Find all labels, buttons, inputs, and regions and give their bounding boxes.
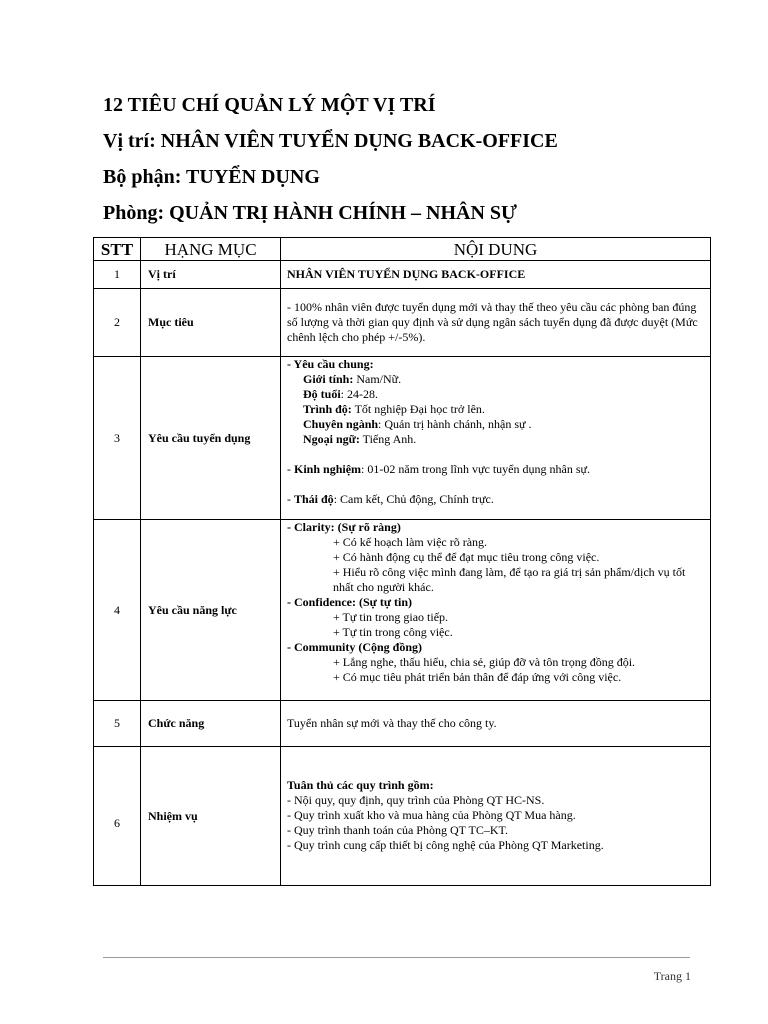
criteria-table — [93, 237, 711, 886]
division-heading: Phòng: QUẢN TRỊ HÀNH CHÍNH – NHÂN SỰ — [103, 202, 517, 224]
row-item: Yêu cầu năng lực — [141, 520, 281, 701]
gender-label: Giới tính: — [303, 372, 354, 386]
education-value: Tốt nghiệp Đại học trở lên. — [351, 402, 485, 416]
attitude-label: Thái độ — [294, 492, 334, 506]
attitude-line: - Thái độ: Cam kết, Chủ động, Chính trực. — [287, 492, 494, 506]
age-label: Độ tuổi — [303, 387, 341, 401]
major-label: Chuyên ngành — [303, 417, 379, 431]
position-heading: Vị trí: NHÂN VIÊN TUYỂN DỤNG BACK-OFFICE — [103, 130, 558, 152]
table-row — [94, 747, 711, 886]
general-requirements-label: - Yêu cầu chung: — [287, 357, 374, 371]
education-label: Trình độ: — [303, 402, 352, 416]
header-item: HẠNG MỤC — [141, 238, 281, 261]
table-row — [94, 289, 711, 357]
row-item: Yêu cầu tuyển dụng — [141, 357, 281, 520]
row-content — [281, 747, 711, 886]
attitude-value: : Cam kết, Chủ động, Chính trực. — [333, 492, 494, 506]
gender-value: Nam/Nữ. — [353, 372, 402, 386]
row-number: 5 — [94, 701, 141, 747]
list-item: - Nội quy, quy định, quy trình của Phòng QT HC-NS. — [287, 793, 545, 807]
education-line — [287, 402, 704, 417]
table-row — [94, 261, 711, 289]
department-heading: Bộ phận: TUYỂN DỤNG — [103, 166, 320, 188]
confidence-label: - Confidence: (Sự tự tin) — [287, 595, 413, 609]
community-label: - Community (Cộng đồng) — [287, 640, 423, 654]
row-item: Nhiệm vụ — [141, 747, 281, 886]
row-content — [281, 520, 711, 701]
gender-line — [287, 372, 704, 387]
language-line — [287, 432, 704, 447]
list-item: + Tự tin trong giao tiếp. — [333, 610, 449, 624]
age-line — [287, 387, 704, 402]
row-content: - 100% nhân viên được tuyển dụng mới và thay thế theo yêu cầu các phòng ban đúng số lượng và thời gian quy định và sử dụng ngân sách tuyển dụng đã được duyệt (Mức chênh lệch cho phép +/-5%). — [281, 289, 711, 357]
row-number: 4 — [94, 520, 141, 701]
list-item: + Hiểu rõ công việc mình đang làm, để tạo ra giá trị sản phẩm/dịch vụ tốt nhất cho người khác. — [333, 565, 686, 594]
table-row — [94, 701, 711, 747]
age-value: : 24-28. — [340, 387, 379, 401]
row-number: 2 — [94, 289, 141, 357]
row-content: Tuyển nhân sự mới và thay thế cho công ty. — [281, 701, 711, 747]
page-number: Trang 1 — [653, 969, 691, 983]
row-number: 1 — [94, 261, 141, 289]
duties-lead: Tuân thủ các quy trình gồm: — [287, 778, 434, 792]
list-item: + Có kế hoạch làm việc rõ ràng. — [333, 535, 488, 549]
document-title: 12 TIÊU CHÍ QUẢN LÝ MỘT VỊ TRÍ — [103, 94, 436, 116]
table-header-row — [94, 238, 711, 261]
list-item: - Quy trình cung cấp thiết bị công nghệ của Phòng QT Marketing. — [287, 838, 604, 852]
language-label: Ngoại ngữ: — [303, 432, 360, 446]
major-value: : Quản trị hành chánh, nhận sự . — [378, 417, 532, 431]
table-row — [94, 520, 711, 701]
list-item: + Có hành động cụ thể để đạt mục tiêu trong công việc. — [333, 550, 600, 564]
clarity-label: - Clarity: (Sự rõ ràng) — [287, 520, 401, 534]
row-content — [281, 357, 711, 520]
row-content: NHÂN VIÊN TUYỂN DỤNG BACK-OFFICE — [281, 261, 711, 289]
list-item: + Lắng nghe, thấu hiểu, chia sẻ, giúp đỡ và tôn trọng đồng đội. — [333, 655, 636, 669]
footer-divider — [103, 957, 690, 958]
experience-value: : 01-02 năm trong lĩnh vực tuyển dụng nhân sự. — [361, 462, 591, 476]
row-number: 3 — [94, 357, 141, 520]
experience-label: Kinh nghiệm — [294, 462, 362, 476]
row-item: Mục tiêu — [141, 289, 281, 357]
list-item: + Có mục tiêu phát triển bản thân để đáp ứng với công việc. — [333, 670, 622, 684]
experience-line: - Kinh nghiệm: 01-02 năm trong lĩnh vực tuyển dụng nhân sự. — [287, 462, 591, 476]
row-item: Chức năng — [141, 701, 281, 747]
list-item: - Quy trình xuất kho và mua hàng của Phòng QT Mua hàng. — [287, 808, 576, 822]
list-item: - Quy trình thanh toán của Phòng QT TC–KT. — [287, 823, 508, 837]
row-number: 6 — [94, 747, 141, 886]
list-item: + Tự tin trong công việc. — [333, 625, 453, 639]
header-stt: STT — [94, 238, 141, 261]
language-value: Tiếng Anh. — [359, 432, 417, 446]
row-item: Vị trí — [141, 261, 281, 289]
header-content: NỘI DUNG — [281, 238, 711, 261]
major-line — [287, 417, 704, 432]
table-row — [94, 357, 711, 520]
